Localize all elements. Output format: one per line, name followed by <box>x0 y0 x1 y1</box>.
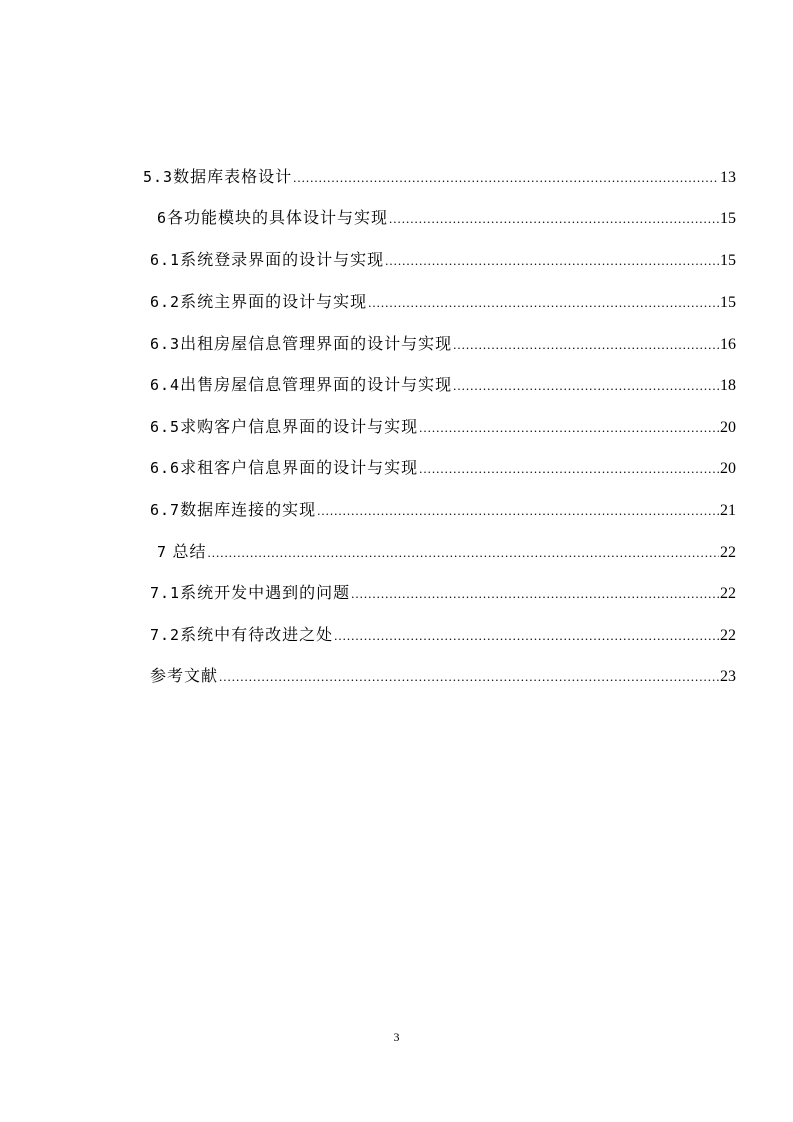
toc-entry-6-1[interactable] <box>150 247 736 273</box>
toc-entry-number: 6.3 <box>150 335 181 353</box>
toc-entry-page: 15 <box>720 252 736 269</box>
toc-entry-title: 数据库表格设计 <box>173 167 293 186</box>
toc-dot-leader <box>219 664 719 690</box>
toc-entry-references[interactable] <box>150 663 736 689</box>
toc-entry-number: 6.6 <box>150 459 181 477</box>
toc-entry-6[interactable] <box>157 205 736 231</box>
page-number: 3 <box>393 1030 400 1044</box>
toc-dot-leader <box>453 332 719 358</box>
toc-entry-title: 各功能模块的具体设计与实现 <box>167 208 389 227</box>
toc-entry-page: 20 <box>720 460 736 477</box>
toc-entry-page: 22 <box>720 544 736 561</box>
toc-entry-number: 6.1 <box>150 251 181 269</box>
toc-entry-page: 23 <box>720 668 736 685</box>
toc-entry-6-5[interactable] <box>150 414 736 440</box>
toc-entry-5-3[interactable] <box>143 164 736 190</box>
toc-entry-title: 出租房屋信息管理界面的设计与实现 <box>180 334 453 353</box>
toc-entry-page: 21 <box>720 502 736 519</box>
toc-entry-6-2[interactable] <box>150 289 736 315</box>
toc-entry-title: 求购客户信息界面的设计与实现 <box>180 417 419 436</box>
toc-entry-number: 6.4 <box>150 376 181 394</box>
toc-entry-page: 16 <box>720 336 736 353</box>
toc-entry-title: 求租客户信息界面的设计与实现 <box>180 458 419 477</box>
toc-entry-number: 6 <box>157 209 168 227</box>
toc-dot-leader <box>317 498 719 524</box>
toc-entry-title: 出售房屋信息管理界面的设计与实现 <box>180 375 453 394</box>
toc-entry-page: 15 <box>720 294 736 311</box>
toc-entry-title: 系统开发中遇到的问题 <box>180 583 351 602</box>
toc-entry-title: 数据库连接的实现 <box>180 500 317 519</box>
toc-entry-number: 7 <box>157 543 168 561</box>
toc-entry-6-4[interactable] <box>150 372 736 398</box>
toc-entry-title: 系统中有待改进之处 <box>180 625 334 644</box>
toc-entry-7-1[interactable] <box>150 580 736 606</box>
toc-entry-title: 系统登录界面的设计与实现 <box>180 250 385 269</box>
toc-entry-7[interactable] <box>157 539 736 565</box>
toc-entry-number: 6.2 <box>150 293 181 311</box>
toc-dot-leader <box>293 165 719 191</box>
toc-dot-leader <box>208 540 719 566</box>
toc-dot-leader <box>368 290 719 316</box>
toc-dot-leader <box>351 581 719 607</box>
toc-entry-6-3[interactable] <box>150 331 736 357</box>
toc-dot-leader <box>453 373 719 399</box>
toc-entry-number: 5.3 <box>143 168 174 186</box>
toc-entry-title: 总结 <box>172 542 207 561</box>
toc-entry-number: 7.2 <box>150 626 181 644</box>
toc-dot-leader <box>419 415 719 441</box>
toc-entry-page: 15 <box>720 210 736 227</box>
toc-entry-page: 22 <box>720 627 736 644</box>
toc-entry-title: 系统主界面的设计与实现 <box>180 292 368 311</box>
toc-entry-6-6[interactable] <box>150 455 736 481</box>
toc-dot-leader <box>389 206 719 232</box>
toc-entry-6-7[interactable] <box>150 497 736 523</box>
toc-dot-leader <box>385 248 719 274</box>
toc-entry-page: 18 <box>720 377 736 394</box>
toc-dot-leader <box>334 623 719 649</box>
toc-entry-title: 参考文献 <box>150 666 219 685</box>
toc-entry-number: 6.7 <box>150 501 181 519</box>
toc-dot-leader <box>419 456 719 482</box>
toc-entry-7-2[interactable] <box>150 622 736 648</box>
toc-entry-number: 7.1 <box>150 584 181 602</box>
toc-entry-page: 13 <box>720 169 736 186</box>
toc-entry-number: 6.5 <box>150 418 181 436</box>
toc-entry-page: 22 <box>720 585 736 602</box>
toc-entry-page: 20 <box>720 419 736 436</box>
